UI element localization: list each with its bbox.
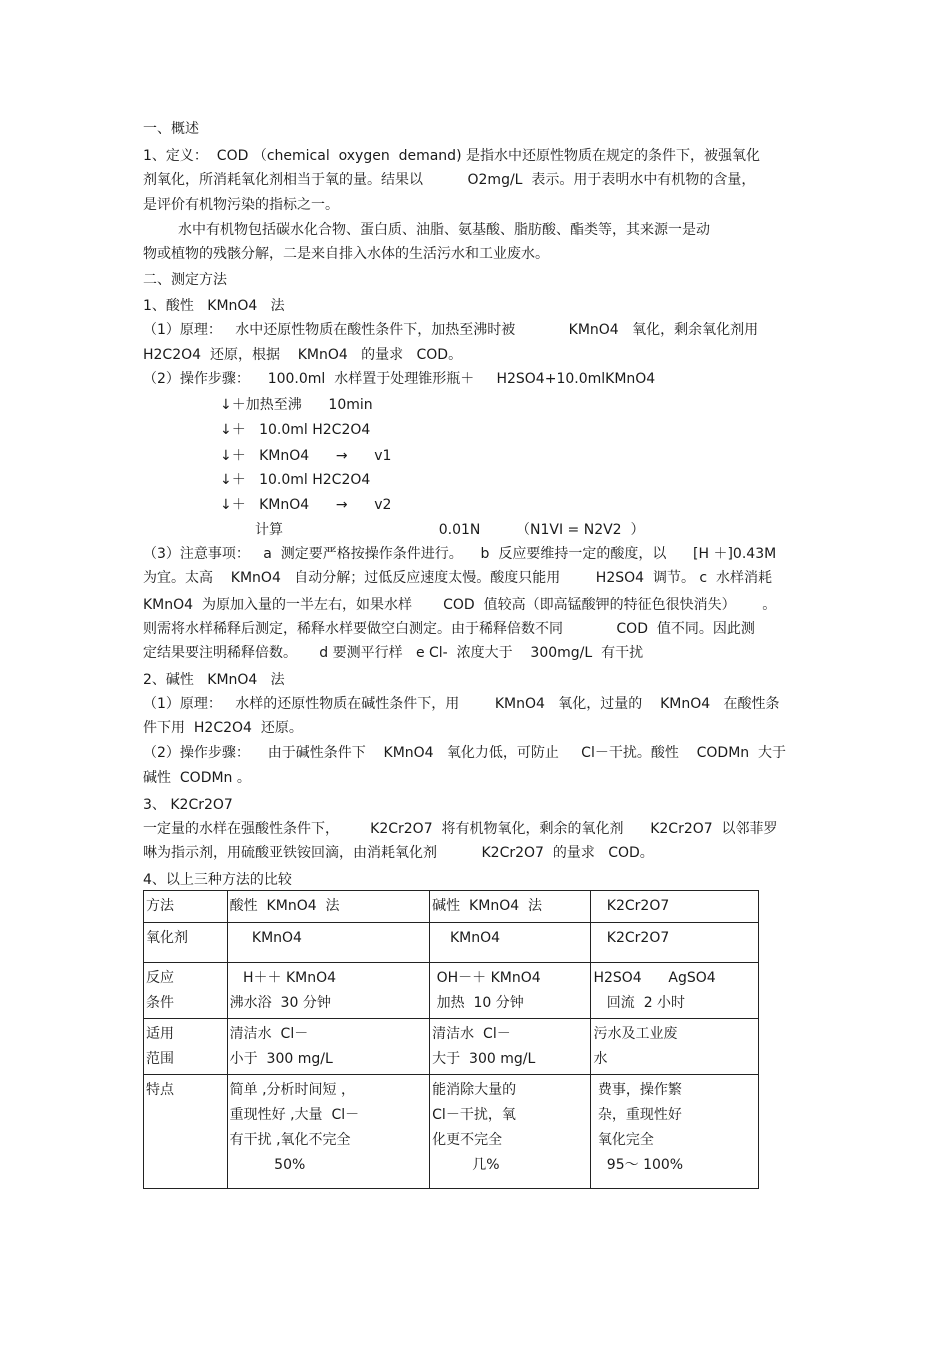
- notes-line-5: 定结果要注明稀释倍数。 d 要测平行样 e Cl- 浓度大于 300mg/L 有干扰: [143, 645, 644, 661]
- method1-heading: 1、酸性 KMnO4 法: [143, 298, 285, 314]
- definition-line-3: 是评价有机物污染的指标之一。: [143, 197, 339, 213]
- definition-line-2: 剂氧化，所消耗氧化剂相当于氧的量。结果以 O2mg/L 表示。用于表明水中有机物的含量，: [143, 172, 756, 188]
- table-cell: 清洁水 Cl－ 小于 300 mg/L: [227, 1019, 430, 1075]
- notes-line-2: 为宜。太高 KMnO4 自动分解；过低反应速度太慢。酸度只能用 H2SO4 调节。 c 水样消耗: [143, 570, 773, 586]
- table-cell: 简单 ,分析时间短 ， 重现性好 ,大量 Cl－ 有干扰 ,氧化不完全 50%: [227, 1075, 430, 1189]
- step-heat: ↓＋加热至沸 10min: [220, 397, 373, 413]
- comparison-heading: 4、以上三种方法的比较: [143, 872, 292, 888]
- notes-line-1: （3）注意事项： a 测定要严格按操作条件进行。 b 反应要维持一定的酸度，以 [H ＋]0.43M: [143, 546, 777, 562]
- table-cell: 适用 范围: [144, 1019, 228, 1075]
- table-cell: K2Cr2O7: [591, 923, 759, 963]
- table-row: [144, 891, 759, 923]
- table-row: [144, 1075, 759, 1189]
- table-cell: 能消除大量的 Cl－干扰，氧 化更不完全 几%: [430, 1075, 591, 1189]
- table-cell: H2SO4 AgSO4 回流 2 小时: [591, 963, 759, 1019]
- table-cell: 清洁水 Cl－ 大于 300 mg/L: [430, 1019, 591, 1075]
- comparison-table: [143, 890, 759, 1189]
- table-cell: OH－＋ KMnO4 加热 10 分钟: [430, 963, 591, 1019]
- method2-procedure-line-2: 碱性 CODMn 。: [143, 770, 251, 786]
- table-row: [144, 963, 759, 1019]
- table-cell: 酸性 KMnO4 法: [227, 891, 430, 923]
- section-heading-methods: 二、测定方法: [143, 272, 227, 288]
- table-row: [144, 923, 759, 963]
- method3-heading: 3、 K2Cr2O7: [143, 797, 233, 813]
- step-titrate-v1: ↓＋ KMnO4 → v1: [220, 448, 392, 464]
- method1-principle-line-2: H2C2O4 还原，根据 KMnO4 的量求 COD。: [143, 347, 463, 363]
- table-cell: 方法: [144, 891, 228, 923]
- table-cell: H＋＋ KMnO4 沸水浴 30 分钟: [227, 963, 430, 1019]
- method1-principle-line-1: （1）原理： 水中还原性物质在酸性条件下，加热至沸时被 KMnO4 氧化，剩余氧化剂用: [143, 322, 759, 338]
- table-cell: 氧化剂: [144, 923, 228, 963]
- table-cell: 污水及工业废 水: [591, 1019, 759, 1075]
- table-cell: 费事，操作繁 杂，重现性好 氧化完全 95～ 100%: [591, 1075, 759, 1189]
- step-titrate-v2: ↓＋ KMnO4 → v2: [220, 497, 392, 513]
- step-add-oxalic-2: ↓＋ 10.0ml H2C2O4: [220, 472, 371, 488]
- table-cell: 反应 条件: [144, 963, 228, 1019]
- table-cell: KMnO4: [430, 923, 591, 963]
- method3-line-1: 一定量的水样在强酸性条件下， K2Cr2O7 将有机物氧化，剩余的氧化剂 K2Cr2O7 以邻菲罗: [143, 821, 778, 837]
- table-cell: 碱性 KMnO4 法: [430, 891, 591, 923]
- definition-line-1: 1、定义： COD （chemical oxygen demand) 是指水中还原性物质在规定的条件下，被强氧化: [143, 148, 760, 164]
- table-cell: KMnO4: [227, 923, 430, 963]
- table-cell: 特点: [144, 1075, 228, 1189]
- method2-heading: 2、碱性 KMnO4 法: [143, 672, 285, 688]
- table-row: [144, 1019, 759, 1075]
- section-heading-overview: 一、概述: [143, 121, 199, 137]
- method2-principle-line-2: 件下用 H2C2O4 还原。: [143, 720, 303, 736]
- step-calculation: 计算 0.01N （N1VI = N2V2 ）: [255, 522, 645, 538]
- organics-line-2: 物或植物的残骸分解，二是来自排入水体的生活污水和工业废水。: [143, 246, 549, 262]
- method3-line-2: 啉为指示剂，用硫酸亚铁铵回滴，由消耗氧化剂 K2Cr2O7 的量求 COD。: [143, 845, 654, 861]
- table-cell: K2Cr2O7: [591, 891, 759, 923]
- notes-line-4: 则需将水样稀释后测定，稀释水样要做空白测定。由于稀释倍数不同 COD 值不同。因此测: [143, 621, 755, 637]
- method1-procedure-line: （2）操作步骤： 100.0ml 水样置于处理锥形瓶＋ H2SO4+10.0mlKMnO4: [143, 371, 656, 387]
- method2-procedure-line-1: （2）操作步骤： 由于碱性条件下 KMnO4 氧化力低，可防止 Cl－干扰。酸性 CODMn 大于: [143, 745, 787, 761]
- method2-principle-line-1: （1）原理： 水样的还原性物质在碱性条件下，用 KMnO4 氧化，过量的 KMnO4 在酸性条: [143, 696, 780, 712]
- organics-line-1: 水中有机物包括碳水化合物、蛋白质、油脂、氨基酸、脂肪酸、酯类等，其来源一是动: [178, 222, 710, 238]
- step-add-oxalic-1: ↓＋ 10.0ml H2C2O4: [220, 422, 371, 438]
- notes-line-3: KMnO4 为原加入量的一半左右，如果水样 COD 值较高（即高锰酸钾的特征色很快消失） 。: [143, 597, 777, 613]
